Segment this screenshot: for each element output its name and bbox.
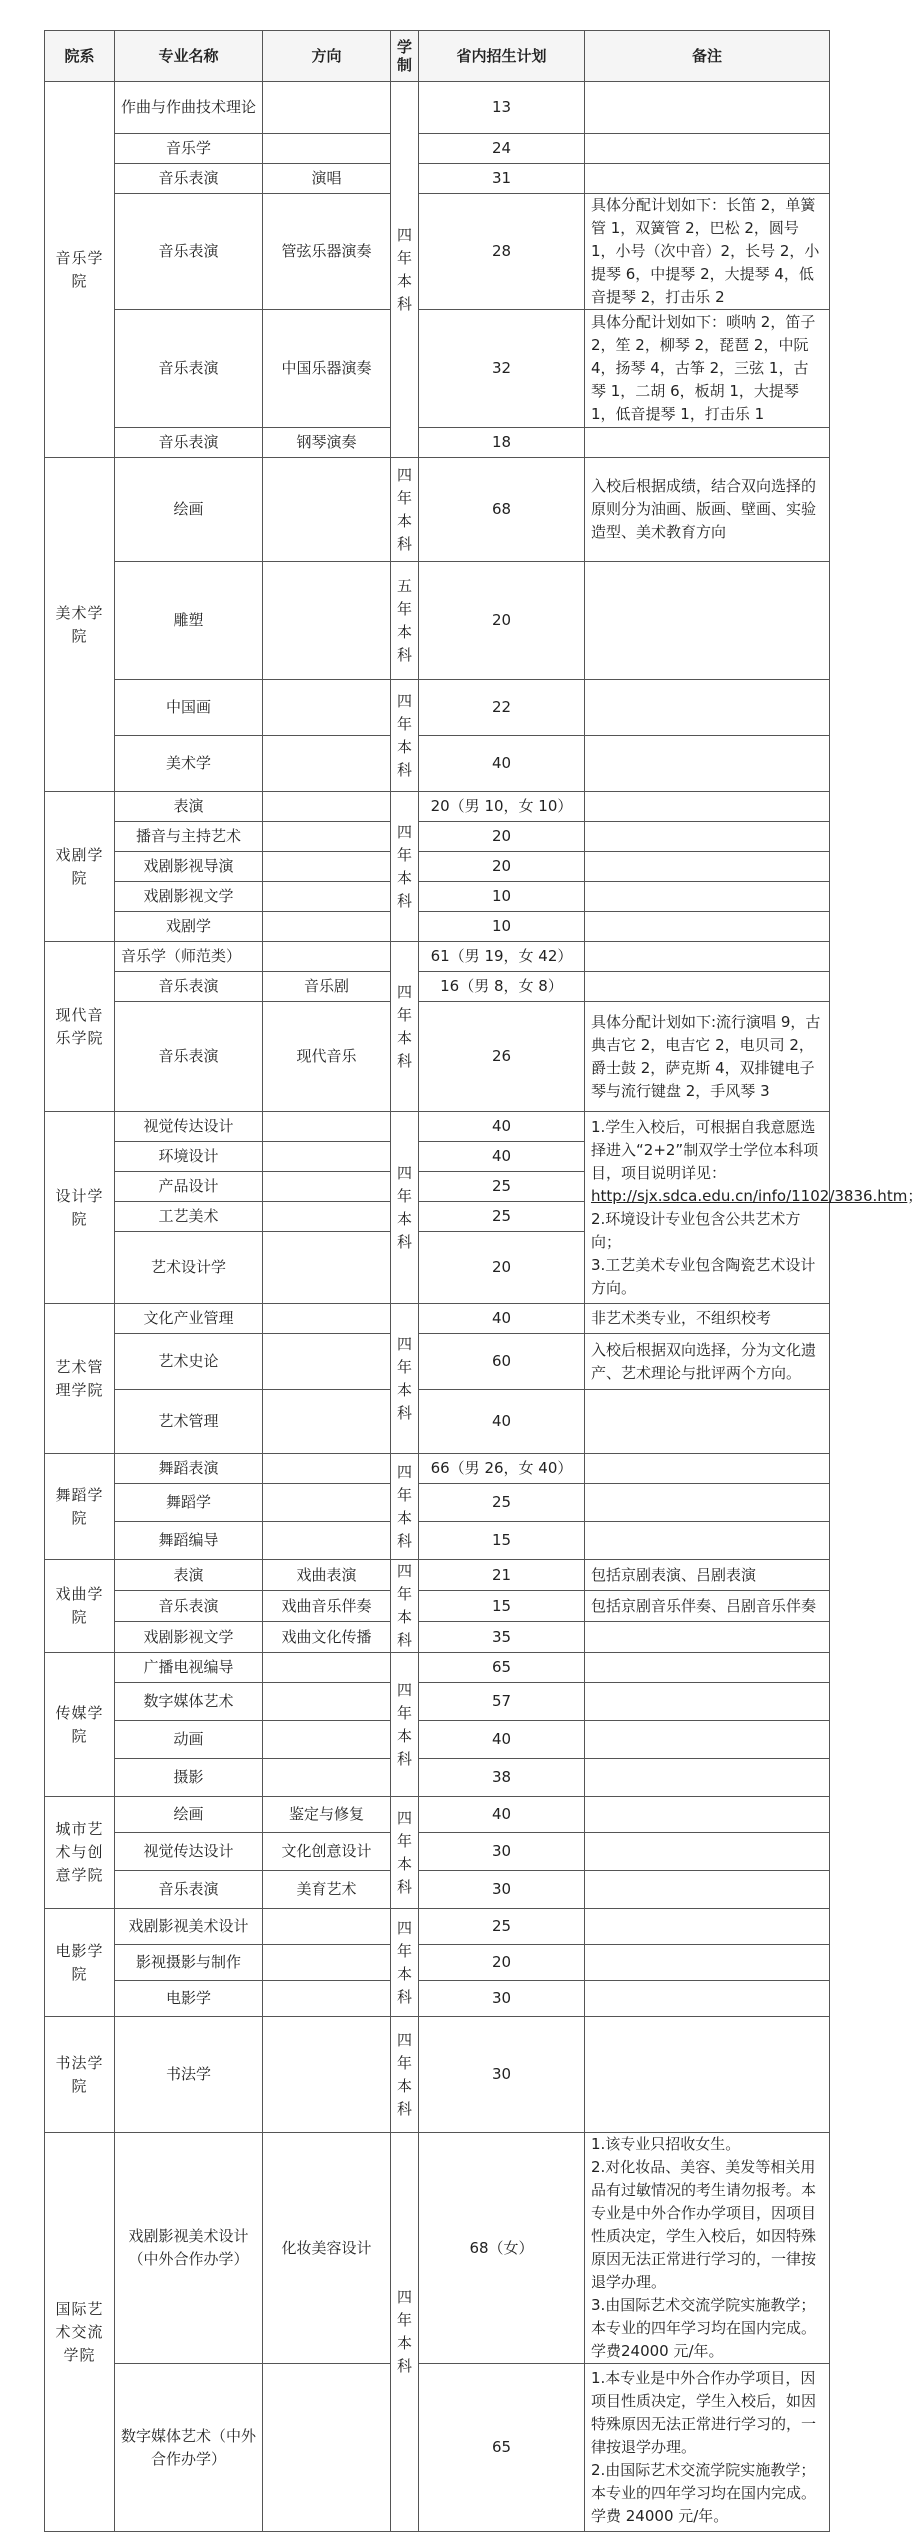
- design-note-line: 1.学生入校后，可根据自我意愿选择进入“2+2”制双学士学位本科项目，项目说明详见：: [591, 1117, 819, 1182]
- direction-cell: [263, 852, 391, 882]
- direction-cell: [263, 1142, 391, 1172]
- plan-cell: 61（男 19，女 42）: [419, 942, 585, 972]
- note-cell: [585, 1797, 830, 1833]
- direction-cell: [263, 1454, 391, 1484]
- note-cell: [585, 1909, 830, 1945]
- plan-cell: 40: [419, 736, 585, 792]
- plan-cell: 21: [419, 1560, 585, 1591]
- plan-cell: 10: [419, 912, 585, 942]
- table-row: [45, 2364, 830, 2532]
- system-cell: 四年本科: [391, 1560, 419, 1653]
- system-cell: 四年本科: [391, 1304, 419, 1454]
- plan-cell: 40: [419, 1390, 585, 1454]
- note-cell: [585, 1721, 830, 1759]
- major-cell: 作曲与作曲技术理论: [115, 82, 263, 134]
- system-cell: 四年本科: [391, 2133, 419, 2532]
- direction-cell: [263, 2017, 391, 2133]
- table-row: [45, 1721, 830, 1759]
- direction-cell: [263, 1759, 391, 1797]
- plan-cell: 30: [419, 1833, 585, 1871]
- plan-cell: 28: [419, 194, 585, 310]
- note-cell: [585, 942, 830, 972]
- note-cell: 具体分配计划如下:流行演唱 9，古典吉它 2，电吉它 2，电贝司 2，爵士鼓 2，萨克斯 4，双排键电子琴与流行键盘 2，手风琴 3: [585, 1002, 830, 1112]
- plan-cell: 26: [419, 1002, 585, 1112]
- note-cell: [585, 2017, 830, 2133]
- direction-cell: [263, 1522, 391, 1560]
- note-cell: [585, 164, 830, 194]
- plan-cell: 30: [419, 1871, 585, 1909]
- major-cell: 表演: [115, 792, 263, 822]
- plan-cell: 32: [419, 310, 585, 428]
- note-cell: [585, 822, 830, 852]
- major-cell: 戏剧影视导演: [115, 852, 263, 882]
- major-cell: 产品设计: [115, 1172, 263, 1202]
- direction-cell: [263, 1981, 391, 2017]
- note-cell: 入校后根据双向选择，分为文化遗产、艺术理论与批评两个方向。: [585, 1334, 830, 1390]
- system-cell: 四年本科: [391, 1909, 419, 2017]
- direction-cell: [263, 1202, 391, 1232]
- table-row: [45, 1833, 830, 1871]
- major-cell: 视觉传达设计: [115, 1833, 263, 1871]
- table-row: [45, 1653, 830, 1683]
- major-cell: 绘画: [115, 1797, 263, 1833]
- plan-cell: 20: [419, 1232, 585, 1304]
- direction-cell: [263, 458, 391, 562]
- direction-cell: [263, 1172, 391, 1202]
- major-cell: 文化产业管理: [115, 1304, 263, 1334]
- note-cell: 1.该专业只招收女生。 2.对化妆品、美容、美发等相关用品有过敏情况的考生请勿报考。本专业是中外合作办学项目，因项目性质决定，学生入校后，如因特殊原因无法正常进行学习的，一律按退学办理。 3.由国际艺术交流学院实施教学；本专业的四年学习均在国内完成。学费24000 元/年。: [585, 2133, 830, 2364]
- major-cell: 戏剧影视文学: [115, 1622, 263, 1653]
- major-cell: 书法学: [115, 2017, 263, 2133]
- table-row: [45, 972, 830, 1002]
- design-note-line: 2.环境设计专业包含公共艺术方向；: [591, 1209, 801, 1251]
- table-row: [45, 310, 830, 428]
- header-plan: 省内招生计划: [419, 31, 585, 82]
- plan-cell: 20: [419, 1945, 585, 1981]
- system-cell: 四年本科: [391, 458, 419, 562]
- major-cell: 音乐学（师范类）: [115, 942, 263, 972]
- plan-cell: 40: [419, 1112, 585, 1142]
- major-cell: 戏剧学: [115, 912, 263, 942]
- table-row: [45, 882, 830, 912]
- note-cell: [585, 1522, 830, 1560]
- plan-cell: 30: [419, 1981, 585, 2017]
- table-row: [45, 1945, 830, 1981]
- direction-cell: 鉴定与修复: [263, 1797, 391, 1833]
- plan-cell: 40: [419, 1304, 585, 1334]
- dept-cell: 书法学院: [45, 2017, 115, 2133]
- direction-cell: 化妆美容设计: [263, 2133, 391, 2364]
- note-cell: 包括京剧音乐伴奏、吕剧音乐伴奏: [585, 1591, 830, 1622]
- major-cell: 戏剧影视美术设计: [115, 1909, 263, 1945]
- note-cell: [585, 852, 830, 882]
- table-row: [45, 1560, 830, 1591]
- plan-cell: 20: [419, 562, 585, 680]
- plan-cell: 66（男 26，女 40）: [419, 1454, 585, 1484]
- table-row: [45, 1484, 830, 1522]
- header-row: [45, 31, 830, 82]
- table-row: [45, 1112, 830, 1142]
- direction-cell: [263, 882, 391, 912]
- dept-cell: 城市艺术与创意学院: [45, 1797, 115, 1909]
- plan-cell: 30: [419, 2017, 585, 2133]
- direction-cell: [263, 1304, 391, 1334]
- note-cell: 具体分配计划如下：长笛 2，单簧管 1，双簧管 2，巴松 2，圆号 1，小号（次中音）2，长号 2，小提琴 6，中提琴 2，大提琴 4，低音提琴 2，打击乐 2: [585, 194, 830, 310]
- system-cell: 四年本科: [391, 1653, 419, 1797]
- major-cell: 中国画: [115, 680, 263, 736]
- table-row: [45, 1871, 830, 1909]
- note-cell: [585, 912, 830, 942]
- direction-cell: [263, 1484, 391, 1522]
- system-cell: 四年本科: [391, 1797, 419, 1909]
- major-cell: 戏剧影视文学: [115, 882, 263, 912]
- plan-cell: 68（女）: [419, 2133, 585, 2364]
- design-note-link[interactable]: http://sjx.sdca.edu.cn/info/1102/3836.htm: [591, 1186, 908, 1205]
- table-row: [45, 1591, 830, 1622]
- table-row: [45, 1304, 830, 1334]
- table-row: [45, 942, 830, 972]
- major-cell: 绘画: [115, 458, 263, 562]
- note-cell: [585, 1484, 830, 1522]
- major-cell: 音乐表演: [115, 1871, 263, 1909]
- major-cell: 音乐表演: [115, 164, 263, 194]
- direction-cell: [263, 1390, 391, 1454]
- major-cell: 音乐表演: [115, 428, 263, 458]
- table-row: [45, 1390, 830, 1454]
- major-cell: 电影学: [115, 1981, 263, 2017]
- design-note-line: 3.工艺美术专业包含陶瓷艺术设计方向。: [591, 1255, 816, 1297]
- table-row: [45, 680, 830, 736]
- major-cell: 数字媒体艺术（中外合作办学）: [115, 2364, 263, 2532]
- table-row: [45, 134, 830, 164]
- plan-cell: 18: [419, 428, 585, 458]
- direction-cell: [263, 680, 391, 736]
- direction-cell: [263, 912, 391, 942]
- direction-cell: [263, 134, 391, 164]
- note-cell: [585, 134, 830, 164]
- table-row: [45, 1622, 830, 1653]
- direction-cell: 戏曲表演: [263, 1560, 391, 1591]
- plan-cell: 22: [419, 680, 585, 736]
- table-row: [45, 1002, 830, 1112]
- header-system: 学制: [391, 31, 419, 82]
- header-note: 备注: [585, 31, 830, 82]
- direction-cell: [263, 1232, 391, 1304]
- table-row: [45, 1797, 830, 1833]
- major-cell: 视觉传达设计: [115, 1112, 263, 1142]
- note-cell: 非艺术类专业，不组织校考: [585, 1304, 830, 1334]
- plan-cell: 40: [419, 1721, 585, 1759]
- note-cell: [585, 1390, 830, 1454]
- plan-cell: 35: [419, 1622, 585, 1653]
- note-cell: [585, 882, 830, 912]
- note-cell: [585, 736, 830, 792]
- table-row: [45, 82, 830, 134]
- major-cell: 动画: [115, 1721, 263, 1759]
- major-cell: 音乐表演: [115, 310, 263, 428]
- dept-cell: 国际艺术交流学院: [45, 2133, 115, 2532]
- dept-cell: 舞蹈学院: [45, 1454, 115, 1560]
- plan-cell: 57: [419, 1683, 585, 1721]
- direction-cell: [263, 822, 391, 852]
- system-cell: 五年本科: [391, 562, 419, 680]
- table-row: [45, 912, 830, 942]
- direction-cell: [263, 562, 391, 680]
- plan-cell: 10: [419, 882, 585, 912]
- note-cell: [585, 1653, 830, 1683]
- major-cell: 工艺美术: [115, 1202, 263, 1232]
- direction-cell: 演唱: [263, 164, 391, 194]
- major-cell: 戏剧影视美术设计（中外合作办学）: [115, 2133, 263, 2364]
- direction-cell: 音乐剧: [263, 972, 391, 1002]
- table-row: [45, 822, 830, 852]
- plan-cell: 24: [419, 134, 585, 164]
- direction-cell: [263, 1721, 391, 1759]
- table-row: [45, 1981, 830, 2017]
- major-cell: 艺术管理: [115, 1390, 263, 1454]
- note-cell: [585, 428, 830, 458]
- table-row: [45, 2017, 830, 2133]
- note-cell: [585, 1112, 922, 1304]
- design-note-line: ；: [907, 1186, 922, 1205]
- plan-cell: 68: [419, 458, 585, 562]
- table-row: [45, 458, 830, 562]
- major-cell: 音乐表演: [115, 1591, 263, 1622]
- plan-cell: 13: [419, 82, 585, 134]
- plan-cell: 40: [419, 1797, 585, 1833]
- major-cell: 舞蹈编导: [115, 1522, 263, 1560]
- major-cell: 表演: [115, 1560, 263, 1591]
- header-dept: 院系: [45, 31, 115, 82]
- direction-cell: 美育艺术: [263, 1871, 391, 1909]
- dept-cell: 戏剧学院: [45, 792, 115, 942]
- table-row: [45, 562, 830, 680]
- plan-cell: 38: [419, 1759, 585, 1797]
- direction-cell: 戏曲音乐伴奏: [263, 1591, 391, 1622]
- plan-cell: 16（男 8，女 8）: [419, 972, 585, 1002]
- major-cell: 艺术史论: [115, 1334, 263, 1390]
- enrollment-plan-table: [44, 30, 922, 2532]
- major-cell: 音乐表演: [115, 1002, 263, 1112]
- system-cell: 四年本科: [391, 1454, 419, 1560]
- note-cell: [585, 82, 830, 134]
- plan-cell: 25: [419, 1909, 585, 1945]
- table-row: [45, 1522, 830, 1560]
- major-cell: 舞蹈学: [115, 1484, 263, 1522]
- dept-cell: 音乐学院: [45, 82, 115, 458]
- direction-cell: 现代音乐: [263, 1002, 391, 1112]
- major-cell: 摄影: [115, 1759, 263, 1797]
- note-cell: 1.本专业是中外合作办学项目，因项目性质决定，学生入校后，如因特殊原因无法正常进行学习的，一律按退学办理。 2.由国际艺术交流学院实施教学；本专业的四年学习均在国内完成。学费 24000 元/年。: [585, 2364, 830, 2532]
- plan-cell: 20（男 10，女 10）: [419, 792, 585, 822]
- major-cell: 播音与主持艺术: [115, 822, 263, 852]
- header-direction: 方向: [263, 31, 391, 82]
- note-cell: [585, 1871, 830, 1909]
- note-cell: 具体分配计划如下：唢呐 2，笛子 2，笙 2，柳琴 2，琵琶 2，中阮 4，扬琴 4，古筝 2，三弦 1，古琴 1，二胡 6，板胡 1，大提琴 1，低音提琴 1，打击乐 1: [585, 310, 830, 428]
- table-row: [45, 1683, 830, 1721]
- direction-cell: [263, 736, 391, 792]
- major-cell: 雕塑: [115, 562, 263, 680]
- note-cell: [585, 1683, 830, 1721]
- major-cell: 美术学: [115, 736, 263, 792]
- plan-cell: 65: [419, 2364, 585, 2532]
- note-cell: [585, 1833, 830, 1871]
- note-cell: 包括京剧表演、吕剧表演: [585, 1560, 830, 1591]
- table-row: [45, 792, 830, 822]
- direction-cell: [263, 792, 391, 822]
- direction-cell: 管弦乐器演奏: [263, 194, 391, 310]
- note-cell: [585, 1454, 830, 1484]
- note-cell: 入校后根据成绩，结合双向选择的原则分为油画、版画、壁画、实验造型、美术教育方向: [585, 458, 830, 562]
- plan-cell: 15: [419, 1522, 585, 1560]
- table-row: [45, 736, 830, 792]
- direction-cell: 钢琴演奏: [263, 428, 391, 458]
- plan-cell: 20: [419, 852, 585, 882]
- dept-cell: 设计学院: [45, 1112, 115, 1304]
- table-row: [45, 1454, 830, 1484]
- header-major: 专业名称: [115, 31, 263, 82]
- plan-cell: 31: [419, 164, 585, 194]
- major-cell: 影视摄影与制作: [115, 1945, 263, 1981]
- direction-cell: [263, 1945, 391, 1981]
- direction-cell: 戏曲文化传播: [263, 1622, 391, 1653]
- plan-cell: 25: [419, 1202, 585, 1232]
- table-row: [45, 2133, 830, 2364]
- direction-cell: [263, 942, 391, 972]
- major-cell: 舞蹈表演: [115, 1454, 263, 1484]
- plan-cell: 65: [419, 1653, 585, 1683]
- plan-cell: 60: [419, 1334, 585, 1390]
- note-cell: [585, 792, 830, 822]
- note-cell: [585, 1622, 830, 1653]
- dept-cell: 传媒学院: [45, 1653, 115, 1797]
- table-row: [45, 194, 830, 310]
- plan-cell: 15: [419, 1591, 585, 1622]
- dept-cell: 美术学院: [45, 458, 115, 792]
- major-cell: 音乐学: [115, 134, 263, 164]
- note-cell: [585, 562, 830, 680]
- major-cell: 广播电视编导: [115, 1653, 263, 1683]
- table-row: [45, 852, 830, 882]
- direction-cell: [263, 1653, 391, 1683]
- table-row: [45, 1334, 830, 1390]
- direction-cell: [263, 1683, 391, 1721]
- major-cell: 数字媒体艺术: [115, 1683, 263, 1721]
- major-cell: 环境设计: [115, 1142, 263, 1172]
- dept-cell: 戏曲学院: [45, 1560, 115, 1653]
- table-row: [45, 1759, 830, 1797]
- table-row: [45, 1909, 830, 1945]
- direction-cell: [263, 1334, 391, 1390]
- plan-cell: 25: [419, 1484, 585, 1522]
- note-cell: [585, 1759, 830, 1797]
- note-cell: [585, 1945, 830, 1981]
- dept-cell: 现代音乐学院: [45, 942, 115, 1112]
- note-cell: [585, 1981, 830, 2017]
- dept-cell: 电影学院: [45, 1909, 115, 2017]
- major-cell: 艺术设计学: [115, 1232, 263, 1304]
- dept-cell: 艺术管理学院: [45, 1304, 115, 1454]
- direction-cell: 中国乐器演奏: [263, 310, 391, 428]
- direction-cell: 文化创意设计: [263, 1833, 391, 1871]
- direction-cell: [263, 2364, 391, 2532]
- direction-cell: [263, 1112, 391, 1142]
- table-row: [45, 428, 830, 458]
- note-cell: [585, 680, 830, 736]
- table-row: [45, 164, 830, 194]
- note-cell: [585, 972, 830, 1002]
- direction-cell: [263, 1909, 391, 1945]
- system-cell: 四年本科: [391, 792, 419, 942]
- system-cell: 四年本科: [391, 1112, 419, 1304]
- plan-cell: 25: [419, 1172, 585, 1202]
- major-cell: 音乐表演: [115, 194, 263, 310]
- direction-cell: [263, 82, 391, 134]
- system-cell: 四年本科: [391, 680, 419, 792]
- plan-cell: 20: [419, 822, 585, 852]
- system-cell: 四年本科: [391, 2017, 419, 2133]
- major-cell: 音乐表演: [115, 972, 263, 1002]
- system-cell: 四年本科: [391, 82, 419, 458]
- plan-cell: 40: [419, 1142, 585, 1172]
- system-cell: 四年本科: [391, 942, 419, 1112]
